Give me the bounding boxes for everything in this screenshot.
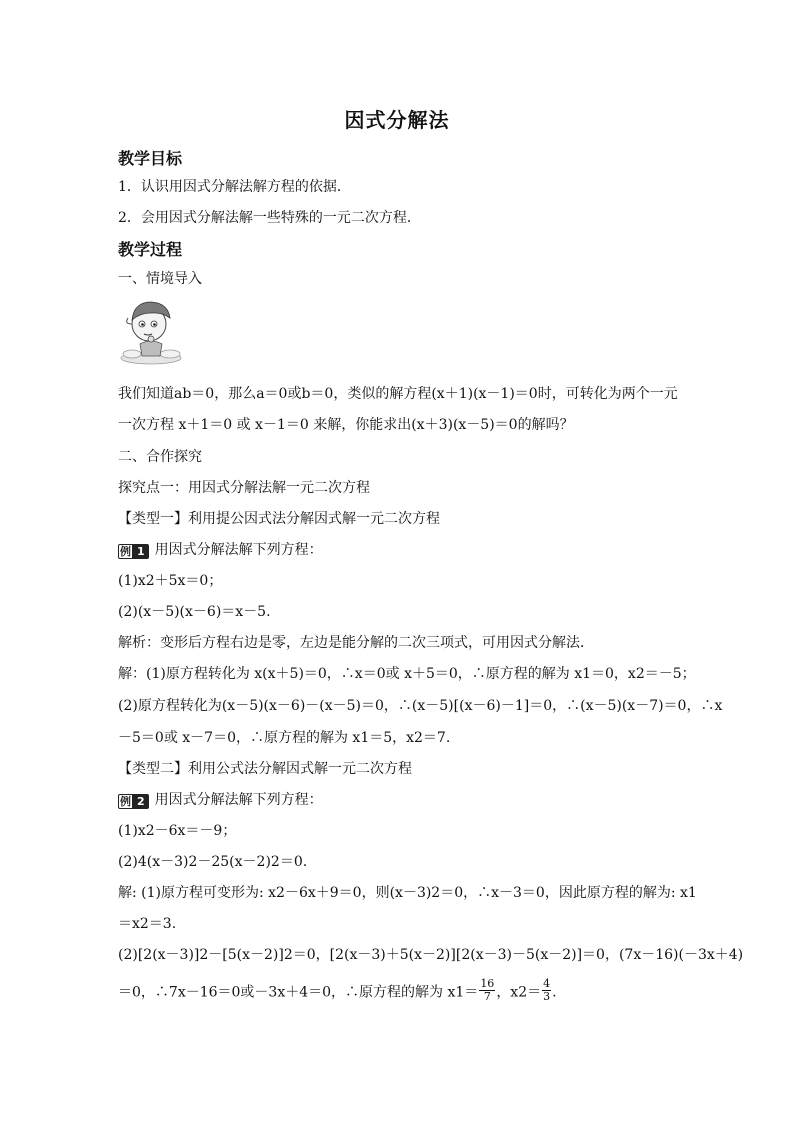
example2-badge-left: 例 (120, 795, 131, 808)
example2-badge (118, 794, 149, 807)
example1-question-1: (1)x2＋5x＝0； (118, 573, 223, 589)
example1-badge-left: 例 (120, 545, 131, 558)
type2-heading: 【类型二】利用公式法分解因式解一元二次方程 (118, 761, 412, 777)
page-title: 因式分解法 (344, 108, 450, 132)
example1-solution-2a: (2)原方程转化为(x－5)(x－6)－(x－5)＝0，∴(x－5)[(x－6)－1]＝0，∴(x－5)(x－7)＝0，∴x (118, 698, 723, 714)
example2-badge-number: 2 (133, 794, 149, 809)
example1-solution-1: 解：(1)原方程转化为 x(x＋5)＝0，∴x＝0或 x＋5＝0，∴原方程的解为 x1＝0，x2＝－5； (118, 666, 696, 682)
example2-row (118, 791, 684, 809)
cartoon-child-thinking-icon (118, 294, 184, 366)
example1-row (118, 541, 684, 559)
fraction-16-over-7 (479, 978, 495, 1003)
example2-solution-2b-suffix: . (552, 984, 557, 1001)
example1-badge-number: 1 (133, 544, 149, 559)
process-heading: 教学过程 (118, 240, 183, 259)
fraction-numerator: 4 (543, 977, 551, 990)
example1-badge (118, 544, 149, 557)
example1-prompt: 用因式分解法解下列方程： (154, 542, 323, 558)
example2-prompt: 用因式分解法解下列方程： (154, 792, 323, 808)
example2-solution-2a: (2)[2(x－3)]2－[5(x－2)]2＝0，[2(x－3)＋5(x－2)][2(x－3)－5(x－2)]＝0，(7x－16)(－3x＋4) (118, 947, 744, 963)
objective-2: 2．会用因式分解法解一些特殊的一元二次方程． (118, 210, 421, 226)
fraction-denominator: 3 (543, 990, 551, 1003)
intro-line-2: 一次方程 x＋1＝0 或 x－1＝0 来解，你能求出(x＋3)(x－5)＝0的解吗？ (118, 417, 574, 433)
fraction-4-over-3 (542, 978, 551, 1003)
part2-heading: 二、合作探究 (118, 449, 202, 465)
example2-question-2: (2)4(x－3)2－25(x－2)2＝0. (118, 854, 308, 870)
fraction-numerator: 16 (480, 977, 495, 990)
objectives-heading: 教学目标 (118, 149, 183, 168)
example1-question-2: (2)(x－5)(x－6)＝x－5. (118, 604, 271, 620)
example2-solution-2b-prefix: ＝0，∴7x－16＝0或－3x＋4＝0，∴原方程的解为 x1＝ (118, 984, 479, 1001)
example2-solution-2b (118, 977, 684, 1005)
fraction-denominator: 7 (483, 990, 491, 1003)
example2-solution-2b-mid: ，x2＝ (496, 984, 542, 1001)
example2-solution-1a: 解: (1)原方程可变形为: x2－6x＋9＝0，则(x－3)2＝0，∴x－3＝0，因此原方程的解为: x1 (118, 885, 697, 901)
example1-solution-2b: －5＝0或 x－7＝0，∴原方程的解为 x1＝5，x2＝7. (118, 730, 451, 746)
objective-1: 1．认识用因式分解法解方程的依据． (118, 179, 351, 195)
example2-solution-1b: ＝x2＝3. (118, 916, 177, 932)
intro-line-1: 我们知道ab＝0，那么a＝0或b＝0，类似的解方程(x＋1)(x－1)＝0时，可转化为两个一元 (118, 386, 678, 402)
explore-point: 探究点一：用因式分解法解一元二次方程 (118, 480, 370, 496)
example2-question-1: (1)x2－6x＝－9； (118, 823, 237, 839)
example1-analysis: 解析：变形后方程右边是零，左边是能分解的二次三项式，可用因式分解法． (118, 635, 594, 651)
type1-heading: 【类型一】利用提公因式法分解因式解一元二次方程 (118, 511, 440, 527)
part1-heading: 一、情境导入 (118, 271, 202, 287)
